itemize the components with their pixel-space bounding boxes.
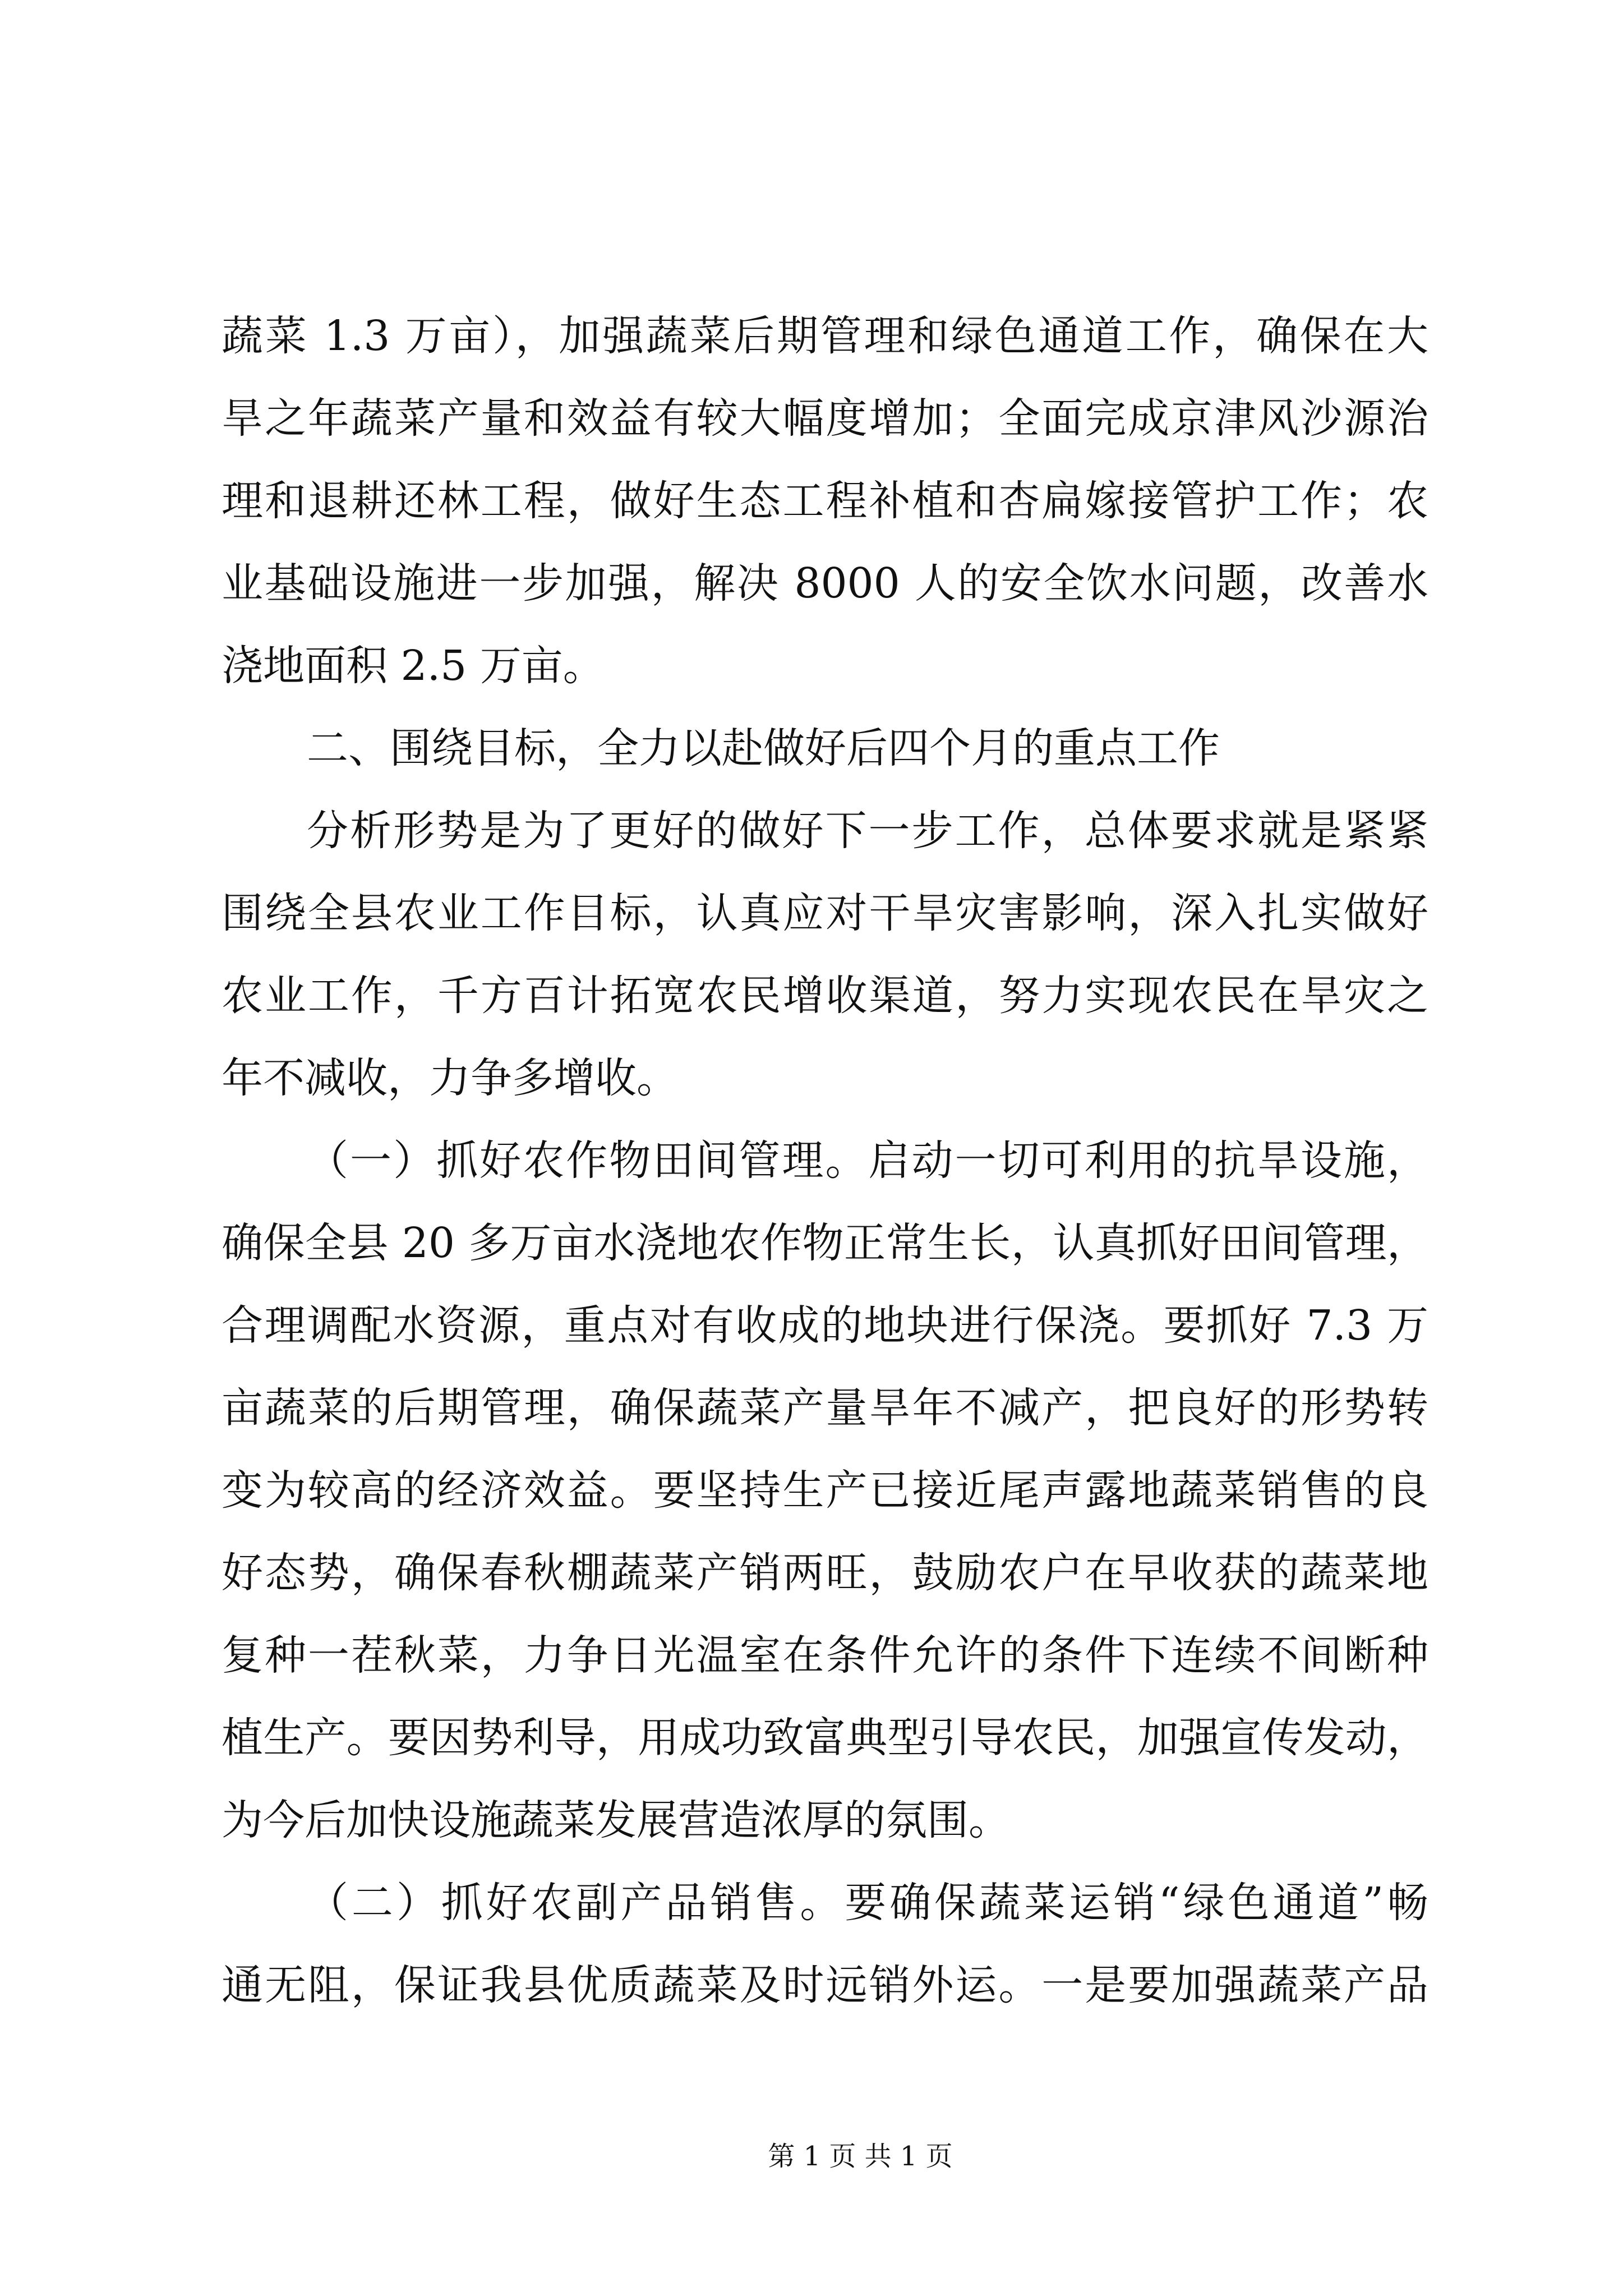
body-line: 浇地面积 2.5 万亩。 (222, 642, 605, 690)
body-line: 年不减收，力争多增收。 (222, 1054, 678, 1102)
page-footer: 第 1 页 共 1 页 (768, 2141, 953, 2172)
body-line: （一）抓好农作物田间管理。启动一切可利用的抗旱设施， (307, 1137, 1428, 1185)
body-line: 分析形势是为了更好的做好下一步工作，总体要求就是紧紧 (307, 807, 1428, 855)
body-line: 变为较高的经济效益。要坚持生产已接近尾声露地蔬菜销售的良 (222, 1466, 1428, 1515)
body-line: 理和退耕还林工程，做好生态工程补植和杏扁嫁接管护工作；农 (222, 477, 1428, 525)
body-line: 亩蔬菜的后期管理，确保蔬菜产量旱年不减产，把良好的形势转 (222, 1384, 1428, 1432)
body-line: 合理调配水资源，重点对有收成的地块进行保浇。要抓好 7.3 万 (222, 1301, 1428, 1350)
body-line: （二）抓好农副产品销售。要确保蔬菜运销“绿色通道”畅 (307, 1879, 1428, 1927)
body-line: 为今后加快设施蔬菜发展营造浓厚的氛围。 (222, 1796, 1010, 1844)
paragraph (222, 1120, 1428, 1862)
paragraph (222, 790, 1428, 1120)
body-line: 围绕全县农业工作目标，认真应对干旱灾害影响，深入扎实做好 (222, 889, 1428, 937)
paragraph (222, 295, 1428, 707)
body-line: 植生产。要因势利导，用成功致富典型引导农民，加强宣传发动， (222, 1714, 1428, 1762)
body-line: 业基础设施进一步加强，解决 8000 人的安全饮水问题，改善水 (222, 559, 1428, 608)
paragraph (222, 1862, 1428, 2027)
body-line: 蔬菜 1.3 万亩），加强蔬菜后期管理和绿色通道工作，确保在大 (222, 312, 1428, 360)
body-line: 确保全县 20 多万亩水浇地农作物正常生长，认真抓好田间管理， (222, 1219, 1428, 1267)
body-line: 复种一茬秋菜，力争日光温室在条件允许的条件下连续不间断种 (222, 1631, 1428, 1680)
body-line: 农业工作，千方百计拓宽农民增收渠道，努力实现农民在旱灾之 (222, 972, 1428, 1020)
body-line: 好态势，确保春秋棚蔬菜产销两旺，鼓励农户在早收获的蔬菜地 (222, 1549, 1428, 1597)
document-body (222, 295, 1428, 2027)
section-heading-text: 二、围绕目标，全力以赴做好后四个月的重点工作 (307, 724, 1220, 772)
body-line: 通无阻，保证我县优质蔬菜及时远销外运。一是要加强蔬菜产品 (222, 1961, 1428, 2009)
body-line: 旱之年蔬菜产量和效益有较大幅度增加；全面完成京津风沙源治 (222, 394, 1428, 443)
section-heading (222, 707, 1428, 790)
